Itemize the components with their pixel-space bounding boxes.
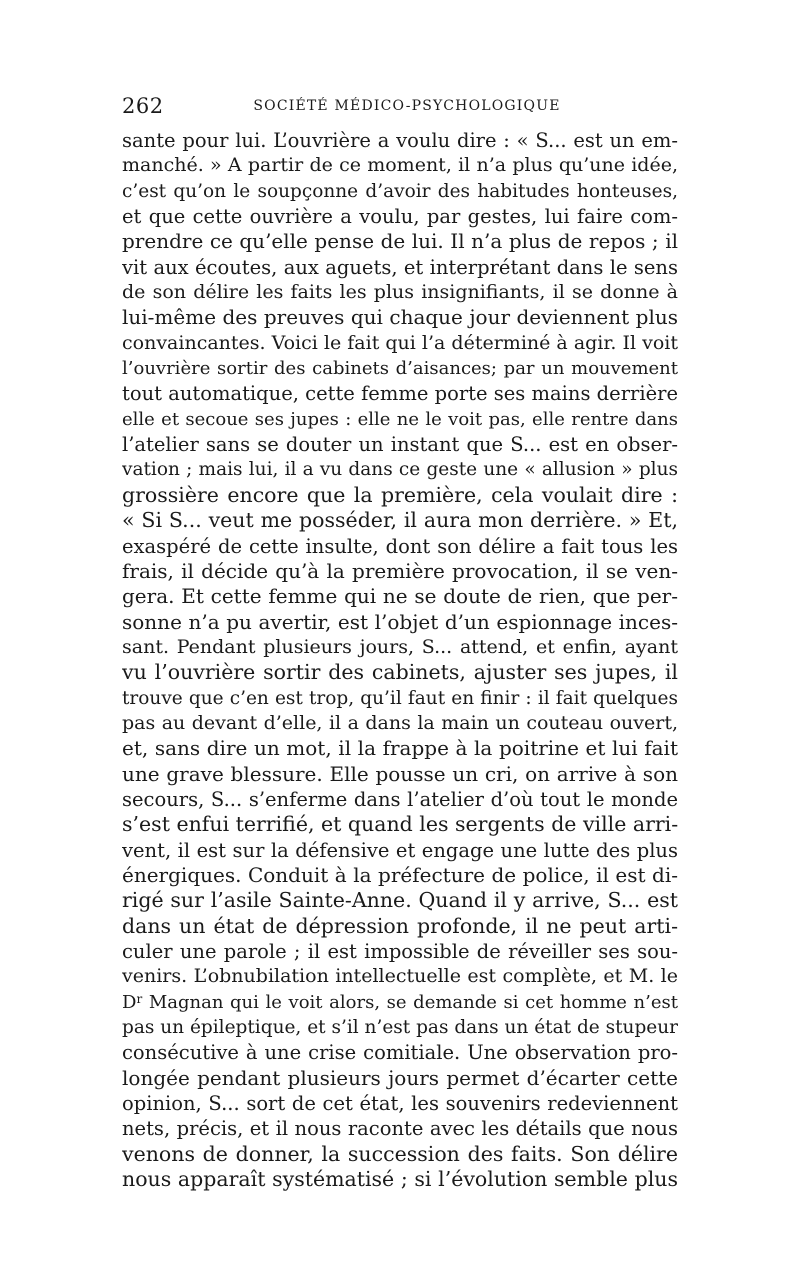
text-line: tout automatique, cette femme porte ses mains derrière <box>122 382 678 406</box>
text-line-doctor <box>122 990 678 1015</box>
text-line: « Si S... veut me posséder, il aura mon derrière. » Et, <box>122 508 678 533</box>
text-line: longée pendant plusieurs jours permet d’écarter cette <box>122 1065 678 1090</box>
text-line: de son délire les faits les plus insignifiants, il se donne à <box>122 281 678 304</box>
text-line: c’est qu’on le soupçonne d’avoir des habitudes honteuses, <box>122 180 678 202</box>
running-head: SOCIÉTÉ MÉDICO-PSYCHOLOGIQUE <box>253 98 561 114</box>
text-line: manché. » A partir de ce moment, il n’a plus qu’une idée, <box>122 154 678 177</box>
text-line: vent, il est sur la défensive et engage une lutte des plus <box>122 838 678 862</box>
text-line: secours, S... s’enferme dans l’atelier d’où tout le monde <box>122 787 678 811</box>
text-line: dans un état de dépression profonde, il ne peut arti- <box>122 913 678 938</box>
doctor-line-text: Magnan qui le voit alors, se demande si cet homme n’est <box>148 991 678 1013</box>
text-line: trouve que c’en est trop, qu’il faut en finir : il fait quelques <box>122 687 678 709</box>
text-line: et, sans dire un mot, il la frappe à la poitrine et lui fait <box>122 736 678 761</box>
text-line: consécutive à une crise comitiale. Une observation pro- <box>122 1041 678 1065</box>
text-line: lui-même des preuves qui chaque jour deviennent plus <box>122 305 678 330</box>
text-line: une grave blessure. Elle pousse un cri, on arrive à son <box>122 761 678 786</box>
text-line: énergiques. Conduit à la préfecture de police, il est di- <box>122 862 678 887</box>
text-line: grossière encore que la première, cela voulait dire : <box>122 482 678 507</box>
text-line: elle et secoue ses jupes : elle ne le voit pas, elle rentre dans <box>122 408 678 430</box>
text-line: gera. Et cette femme qui ne se doute de rien, que per- <box>122 584 678 609</box>
text-line: nets, précis, et il nous raconte avec les détails que nous <box>122 1117 678 1141</box>
text-line: nous apparaît systématisé ; si l’évolution semble plus <box>122 1167 678 1192</box>
text-line: sante pour lui. L’ouvrière a voulu dire : « S... est un em- <box>122 129 678 152</box>
text-line: pas un épileptique, et s’il n’est pas dans un état de stupeur <box>122 1017 678 1039</box>
text-line: venirs. L’obnubilation intellectuelle est complète, et M. le <box>122 965 678 988</box>
doctor-superscript: r <box>136 991 143 1006</box>
text-line: sonne n’a pu avertir, est l’objet d’un espionnage inces- <box>122 609 678 634</box>
text-line: exaspéré de cette insulte, dont son délire a fait tous les <box>122 534 678 558</box>
text-line: sant. Pendant plusieurs jours, S... attend, et enfin, ayant <box>122 635 678 658</box>
text-line: et que cette ouvrière a voulu, par gestes, lui faire com- <box>122 205 678 229</box>
text-line: convaincantes. Voici le fait qui l’a déterminé à agir. Il voit <box>122 331 678 354</box>
text-line: rigé sur l’asile Sainte-Anne. Quand il y arrive, S... est <box>122 888 678 913</box>
text-line: vation ; mais lui, il a vu dans ce geste une « allusion » plus <box>122 459 678 481</box>
text-line: l’ouvrière sortir des cabinets d’aisances; par un mouvement <box>122 358 678 380</box>
text-line: frais, il décide qu’à la première provocation, il se ven- <box>122 558 678 583</box>
text-line: s’est enfui terrifié, et quand les sergents de ville arri- <box>122 812 678 837</box>
text-line: vu l’ouvrière sortir des cabinets, ajuster ses jupes, il <box>122 660 678 685</box>
doctor-abbrev: D <box>122 991 137 1013</box>
text-line: venons de donner, la succession des faits. Son délire <box>122 1141 678 1166</box>
text-line: l’atelier sans se douter un instant que S... est en obser- <box>122 433 678 457</box>
text-line: prendre ce qu’elle pense de lui. Il n’a plus de repos ; il <box>122 229 678 254</box>
body-text <box>122 128 678 1192</box>
text-line: vit aux écoutes, aux aguets, et interprétant dans le sens <box>122 255 678 279</box>
page-header <box>122 94 678 120</box>
text-line: pas au devant d’elle, il a dans la main un couteau ouvert, <box>122 711 678 734</box>
page-number: 262 <box>122 94 164 118</box>
text-line: opinion, S... sort de cet état, les souvenirs redeviennent <box>122 1092 678 1116</box>
text-line: culer une parole ; il est impossible de réveiller ses sou- <box>122 940 678 963</box>
